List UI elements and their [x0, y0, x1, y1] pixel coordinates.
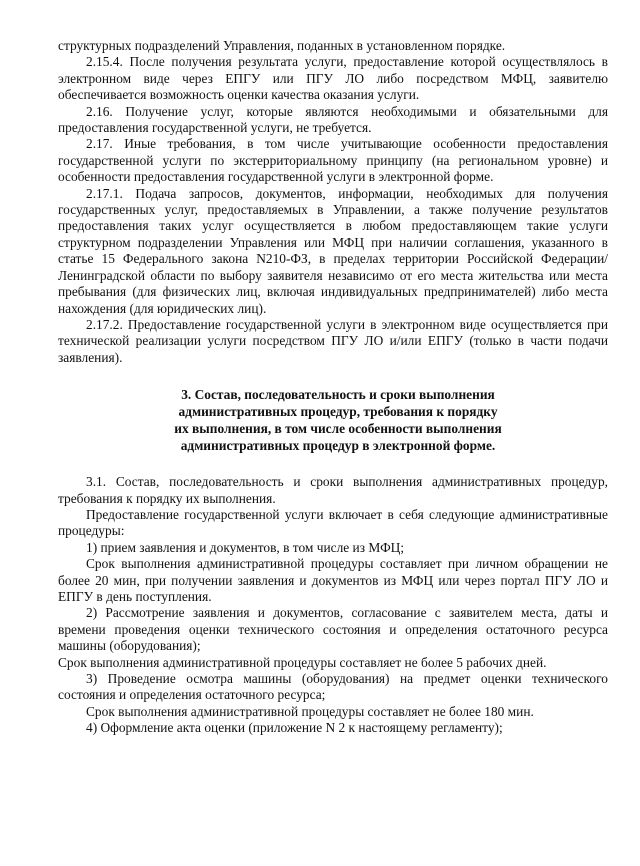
paragraph-2-17-1: 2.17.1. Подача запросов, документов, информации, необходимых для получения государственных услуг, предоставляемых в Управлении, а также получение результатов предоставления таких услуг осуществляется в любом предоставляющем такие услуги структурном подразделении Управления или МФЦ при наличии соглашения, указанного в статье 15 Федерального закона N210-ФЗ, в пределах территории Российской Федерации/Ленинградской области по выбору заявителя независимо от его места жительства или места пребывания (для физических лиц, включая индивидуальных предпринимателей) либо места нахождения (для юридических лиц). — [58, 185, 608, 316]
paragraph-section-3: 4) Оформление акта оценки (приложение N 2 к настоящему регламенту); — [86, 720, 503, 736]
paragraph-section-3: Срок выполнения административной процедуры составляет не более 180 мин. — [86, 703, 534, 719]
paragraph-section-3: 3.1. Состав, последовательность и сроки выполнения административных процедур, требования к порядку их выполнения. — [58, 474, 608, 506]
paragraph-2-17: 2.17. Иные требования, в том числе учитывающие особенности предоставления государственной услуги по экстерриториальному принципу (на региональном уровне) и особенности предоставления государственной услуги в электронной форме. — [58, 136, 608, 185]
heading-line: административных процедур в электронной форме. — [180, 438, 496, 454]
paragraph-section-3: Срок выполнения административной процедуры составляет не более 5 рабочих дней. — [58, 654, 547, 670]
paragraph-2-16: 2.16. Получение услуг, которые являются необходимыми и обязательными для предоставления государственной услуги, не требуется. — [58, 103, 608, 136]
section-heading — [58, 386, 608, 454]
paragraph-continuation: структурных подразделений Управления, поданных в установленном порядке. — [58, 38, 506, 53]
paragraph-section-3: Срок выполнения административной процедуры составляет при личном обращении не более 20 мин, при получении заявления и документов из МФЦ или через портал ПГУ ЛО и ЕПГУ в день поступления. — [58, 556, 608, 604]
paragraph-section-3: 1) прием заявления и документов, в том числе из МФЦ; — [86, 539, 405, 555]
paragraph-section-3: 3) Проведение осмотра машины (оборудования) на предмет оценки технического состояния и определения остаточного ресурса; — [58, 671, 608, 703]
heading-line: 3. Состав, последовательность и сроки выполнения — [181, 387, 495, 403]
heading-line: административных процедур, требования к порядку — [178, 404, 498, 420]
document-page — [58, 38, 608, 737]
paragraph-2-17-2: 2.17.2. Предоставление государственной услуги в электронном виде осуществляется при технической реализации услуги посредством ПГУ ЛО и/или ЕПГУ (только в части подачи заявления). — [58, 316, 608, 365]
paragraph-section-3: Предоставление государственной услуги включает в себя следующие административные процедуры: — [58, 506, 608, 539]
section-body — [58, 474, 608, 737]
paragraph-section-3: 2) Рассмотрение заявления и документов, согласование с заявителем места, даты и времени проведения оценки технического состояния и определения остаточного ресурса машины (оборудования); — [58, 605, 608, 654]
paragraph-2-15-4: 2.15.4. После получения результата услуги, предоставление которой осуществлялось в электронном виде через ЕПГУ или ПГУ ЛО либо посредством МФЦ, заявителю обеспечивается возможность оценки качества оказания услуги. — [58, 54, 608, 103]
heading-line: их выполнения, в том числе особенности выполнения — [174, 421, 502, 437]
